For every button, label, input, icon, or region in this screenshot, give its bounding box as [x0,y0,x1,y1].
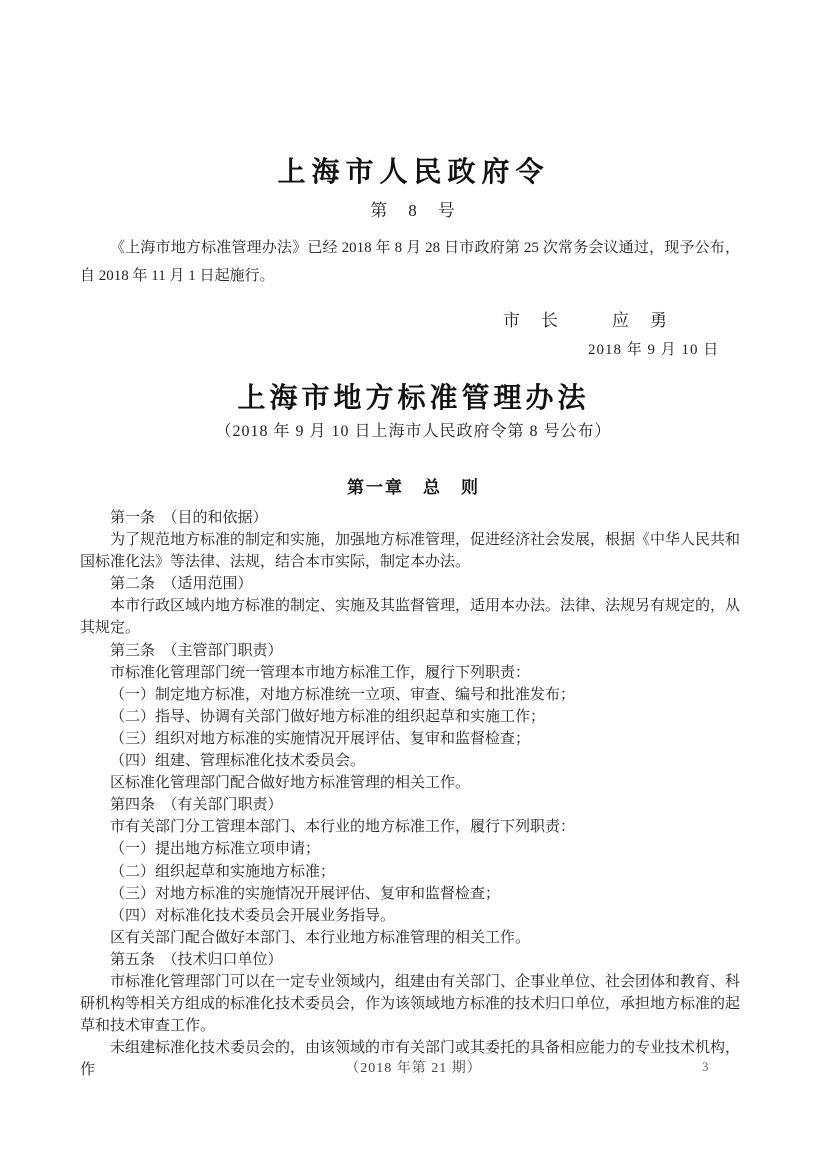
issue-label: （2018 年第 21 期） [345,1061,482,1076]
body-paragraph: （二）组织起草和实施地方标准； [110,863,336,880]
order-intro-paragraph: 《上海市地方标准管理办法》已经 2018 年 8 月 28 日市政府第 25 次常务会议通过，现予公布，自 2018 年 11 月 1 日起施行。 [80,240,740,284]
body-paragraph: （四）对标准化技术委员会开展业务指导。 [110,907,396,924]
body-paragraph: 为了规范地方标准的制定和实施，加强地方标准管理，促进经济社会发展，根据《中华人民共和国标准化法》等法律、法规，结合本市实际，制定本办法。 [80,532,741,571]
body-paragraph: 第一条 （目的和依据） [110,510,268,526]
order-title: 上海市人民政府令 [277,157,550,188]
body-paragraph: （三）对地方标准的实施情况开展评估、复审和监督检查； [110,885,501,902]
signer-title: 市 长 [503,311,560,330]
body-paragraph: （四）组建、管理标准化技术委员会。 [110,753,366,770]
body-paragraph: 区有关部门配合做好本部门、本行业地方标准管理的相关工作。 [110,929,531,946]
sign-date: 2018 年 9 月 10 日 [588,342,720,358]
body-paragraph: 第四条 （有关部门职责） [110,797,283,814]
promulgation-note: （2018 年 9 月 10 日上海市人民政府令第 8 号公布） [215,423,612,440]
body-paragraph: （一）提出地方标准立项申请； [110,841,321,858]
body-paragraph: 第五条 （技术归口单位） [110,951,283,968]
body-paragraph: 市标准化管理部门统一管理本市地方标准工作，履行下列职责： [110,664,531,681]
body-paragraph: （三）组织对地方标准的实施情况开展评估、复审和监督检查； [110,730,531,747]
body-paragraph: 第三条 （主管部门职责） [110,642,283,659]
body-paragraph: （一）制定地方标准，对地方标准统一立项、审查、编号和批准发布； [110,686,576,703]
body-paragraph: 市标准化管理部门可以在一定专业领域内，组建由有关部门、企事业单位、社会团体和教育、科研机构等相关方组成的标准化技术委员会，作为该领域地方标准的技术归口单位，承担地方标准的起草和技术审查工作。 [80,973,741,1035]
body-paragraph: 未组建标准化技术委员会的，由该领域的市有关部门或其委托的具备相应能力的专业技术机构，作 [80,1040,741,1079]
page-number: 3 [702,1059,709,1074]
signature-line [503,306,669,331]
signer-name: 应 勇 [612,311,669,330]
body-paragraph: 区标准化管理部门配合做好地方标准管理的相关工作。 [110,775,471,792]
chapter-heading: 第一章 总 则 [347,478,480,497]
body-paragraph: 市有关部门分工管理本部门、本行业的地方标准工作，履行下列职责： [110,819,576,836]
body-paragraph: （二）指导、协调有关部门做好地方标准的组织起草和实施工作； [110,708,546,725]
order-number: 第 8 号 [370,201,457,220]
regulation-body [80,507,740,1081]
regulation-title: 上海市地方标准管理办法 [237,383,590,414]
body-paragraph: 第二条 （适用范围） [110,576,253,593]
body-paragraph: 本市行政区域内地方标准的制定、实施及其监督管理，适用本办法。法律、法规另有规定的，从其规定。 [80,598,741,637]
